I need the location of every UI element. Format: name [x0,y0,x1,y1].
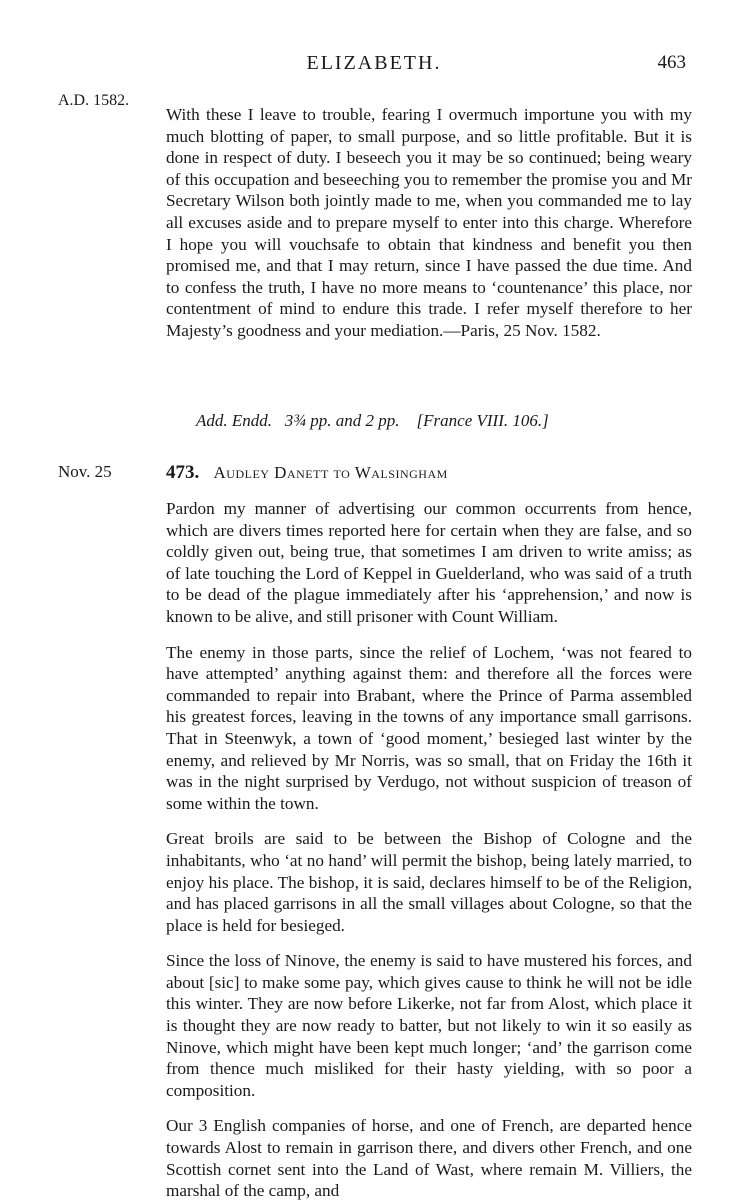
margin-year: A.D. 1582. [58,92,130,109]
intro-text-block [166,104,692,342]
page-number: 463 [657,52,686,73]
endorsement-line [196,411,716,431]
letter-paragraph-3: Great broils are said to be between the Bishop of Cologne and the inhabitants, who ‘at no hand’ will permit the bishop, being lately married, to enjoy his place. The bishop, it is said, declares himself to be of the Religion, and has placed garrisons in all the small villages about Cologne, so that the place is held for besieged. [166,829,692,935]
running-title: ELIZABETH. [306,52,442,74]
letter-paragraph-4: Since the loss of Ninove, the enemy is said to have mustered his forces, and about [sic] to make some pay, which gives cause to think he will not be idle this winter. They are now before Likerke, not far from Alost, which place it is thought they are now ready to batter, but not likely to win it so easily as Ninove, which might have been kept much longer; ‘and’ the garrison come from thence much misliked for their hasty yielding, with so poor a composition. [166,951,692,1100]
entry-heading [166,462,692,484]
entry-number: 473. [166,462,200,483]
letter-paragraph-5: Our 3 English companies of horse, and one of French, are departed hence towards Alost to remain in garrison there, and divers other French, and one Scottish cornet sent into the Land of Wast, where remain M. Villiers, the marshal of the camp, and [166,1116,692,1201]
endorsement-lead: Add. Endd. [196,411,273,430]
endorsement-pages: 3¾ pp. and 2 pp. [284,411,400,430]
letter-paragraph-2: The enemy in those parts, since the relief of Lochem, ‘was not feared to have attempted’ anything against them: and therefore all the forces were commanded to repair into Brabant, where the Prince of Parma assembled his greatest forces, leaving in the towns of any importance small garrisons. That in Steenwyk, a town of ‘good moment,’ besieged last winter by the enemy, and relieved by Mr Norris, was so small, that on Friday the 16th it was in the night surprised by Verdugo, not without suspicion of treason of some within the town. [166,642,692,813]
letter-paragraph-1: Pardon my manner of advertising our common occurrents from hence, which are divers times reported here for certain when they are false, and so coldly given out, being true, that sometimes I am driven to write amiss; as of late touching the Lord of Keppel in Guelderland, who was said of a truth to be dead of the plague immediately after his ‘apprehension,’ and now is known to be alive, and still prisoner with Count William. [166,499,692,626]
margin-entry-date: Nov. 25 [58,462,112,481]
entry-title: Audley Danett to Walsingham [213,463,448,482]
intro-paragraph: With these I leave to trouble, fearing I overmuch importune you with my much blotting of paper, to small purpose, and so little profitable. But it is done in respect of duty. I beseech you it may be so continued; being weary of this occupation and beseeching you to remember the promise you and Mr Secretary Wilson both jointly made to me, when you commanded me to lay all excuses aside and to prepare myself to enter into this charge. Wherefore I hope you will vouchsafe to obtain that kindness and benefit you then promised me, and that I may return, since I have passed the due time. And to confess the truth, I have no more means to ‘countenance’ this place, nor contentment of mind to endure this trade. I refer myself therefore to her Majesty’s goodness and your mediation.—Paris, 25 Nov. 1582. [166,105,692,340]
endorsement-reference: [France VIII. 106.] [416,411,549,430]
letter-text-block [166,498,692,1202]
